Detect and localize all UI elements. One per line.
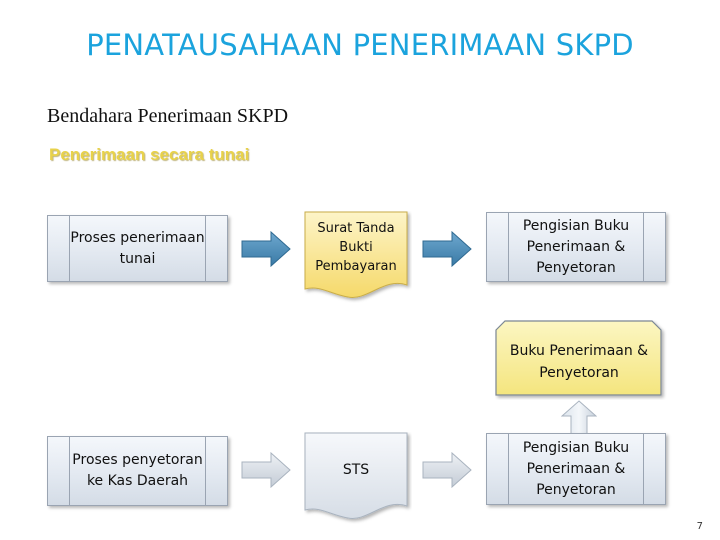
ledger-book-label: Buku Penerimaan & Penyetoran xyxy=(509,343,649,381)
sts-document-label: STS xyxy=(342,462,370,478)
subtitle: Bendahara Penerimaan SKPD xyxy=(47,105,289,127)
payment-receipt-label: Surat Tanda Bukti Pembayaran xyxy=(315,220,397,274)
section-label: Penerimaan secara tunai xyxy=(49,145,250,164)
sts-document xyxy=(304,432,408,518)
process-cash-receipt xyxy=(47,215,228,282)
process-cash-receipt-label: Proses penerimaan tunai xyxy=(70,229,205,267)
page-title: PENATAUSAHAAN PENERIMAAN SKPD xyxy=(86,28,634,62)
arrow-right-icon xyxy=(241,452,291,492)
arrow-right-icon xyxy=(422,452,472,492)
record-ledger-entry-2 xyxy=(486,433,666,505)
process-deposit-to-treasury-label: Proses penyetoran ke Kas Daerah xyxy=(72,452,203,489)
record-ledger-entry-1-label: Pengisian Buku Penerimaan & Penyetoran xyxy=(522,217,630,276)
record-ledger-entry-2-label: Pengisian Buku Penerimaan & Penyetoran xyxy=(522,439,630,498)
process-deposit-to-treasury xyxy=(47,436,228,506)
payment-receipt-document xyxy=(304,211,408,297)
ledger-book xyxy=(495,320,663,396)
arrow-right-icon xyxy=(241,231,291,271)
record-ledger-entry-1 xyxy=(486,212,666,282)
arrow-right-icon xyxy=(422,231,472,271)
page-number: 7 xyxy=(696,521,703,532)
